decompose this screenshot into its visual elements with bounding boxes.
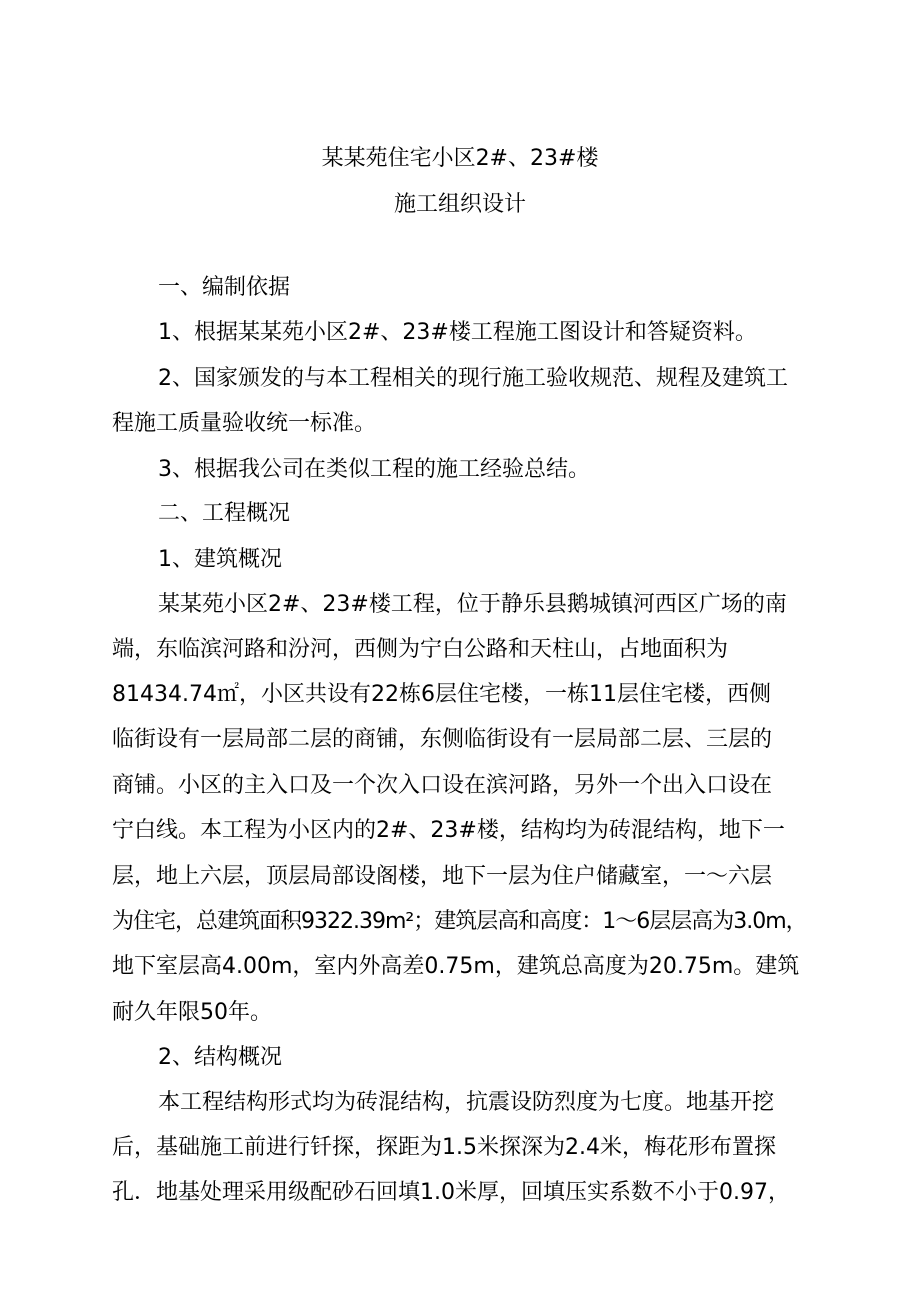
subheading-structure-overview: 2、结构概况 bbox=[158, 1045, 282, 1070]
document-title: 某某苑住宅小区2#、23#楼 bbox=[321, 146, 599, 171]
paragraph-line: 商铺。小区的主入口及一个次入口设在滨河路，另外一个出入口设在 bbox=[112, 773, 773, 798]
paragraph-line: 本工程结构形式均为砖混结构，抗震设防烈度为七度。地基开挖 bbox=[158, 1090, 775, 1115]
paragraph-line: 端，东临滨河路和汾河，西侧为宁白公路和天柱山，占地面积为 bbox=[112, 637, 729, 662]
paragraph-line: 宁白线。本工程为小区内的2#、23#楼，结构均为砖混结构，地下一 bbox=[112, 818, 785, 843]
subheading-building-overview: 1、建筑概况 bbox=[158, 547, 282, 572]
heading-project-overview: 二、工程概况 bbox=[158, 501, 291, 526]
paragraph-line: 3、根据我公司在类似工程的施工经验总结。 bbox=[158, 457, 590, 482]
paragraph-line: 1、根据某某苑小区2#、23#楼工程施工图设计和答疑资料。 bbox=[158, 320, 757, 345]
paragraph-line: 孔．地基处理采用级配砂石回填1.0米厚，回填压实系数不小于0.97， bbox=[112, 1180, 790, 1205]
paragraph-line: 2、国家颁发的与本工程相关的现行施工验收规范、规程及建筑工 bbox=[158, 366, 788, 391]
paragraph-line: 程施工质量验收统一标准。 bbox=[112, 411, 377, 436]
paragraph-line: 层，地上六层，顶层局部设阁楼，地下一层为住户储藏室，一～六层 bbox=[112, 864, 773, 889]
paragraph-line: 地下室层高4.00m，室内外高差0.75m，建筑总高度为20.75m。建筑 bbox=[112, 954, 800, 979]
paragraph-line: 后，基础施工前进行钎探，探距为1.5米探深为2.4米，梅花形布置探 bbox=[112, 1135, 776, 1160]
heading-compilation-basis: 一、编制依据 bbox=[158, 275, 291, 300]
paragraph-line: 临街设有一层局部二层的商铺，东侧临街设有一层局部二层、三层的 bbox=[112, 727, 773, 752]
paragraph-line: 为住宅，总建筑面积9322.39m²；建筑层高和高度：1～6层层高为3.0m， bbox=[112, 909, 807, 934]
paragraph-line: 某某苑小区2#、23#楼工程，位于静乐县鹅城镇河西区广场的南 bbox=[158, 592, 787, 617]
paragraph-line: 81434.74㎡，小区共设有22栋6层住宅楼，一栋11层住宅楼，西侧 bbox=[112, 682, 771, 707]
document-subtitle: 施工组织设计 bbox=[393, 192, 526, 217]
paragraph-line: 耐久年限50年。 bbox=[112, 1000, 272, 1025]
